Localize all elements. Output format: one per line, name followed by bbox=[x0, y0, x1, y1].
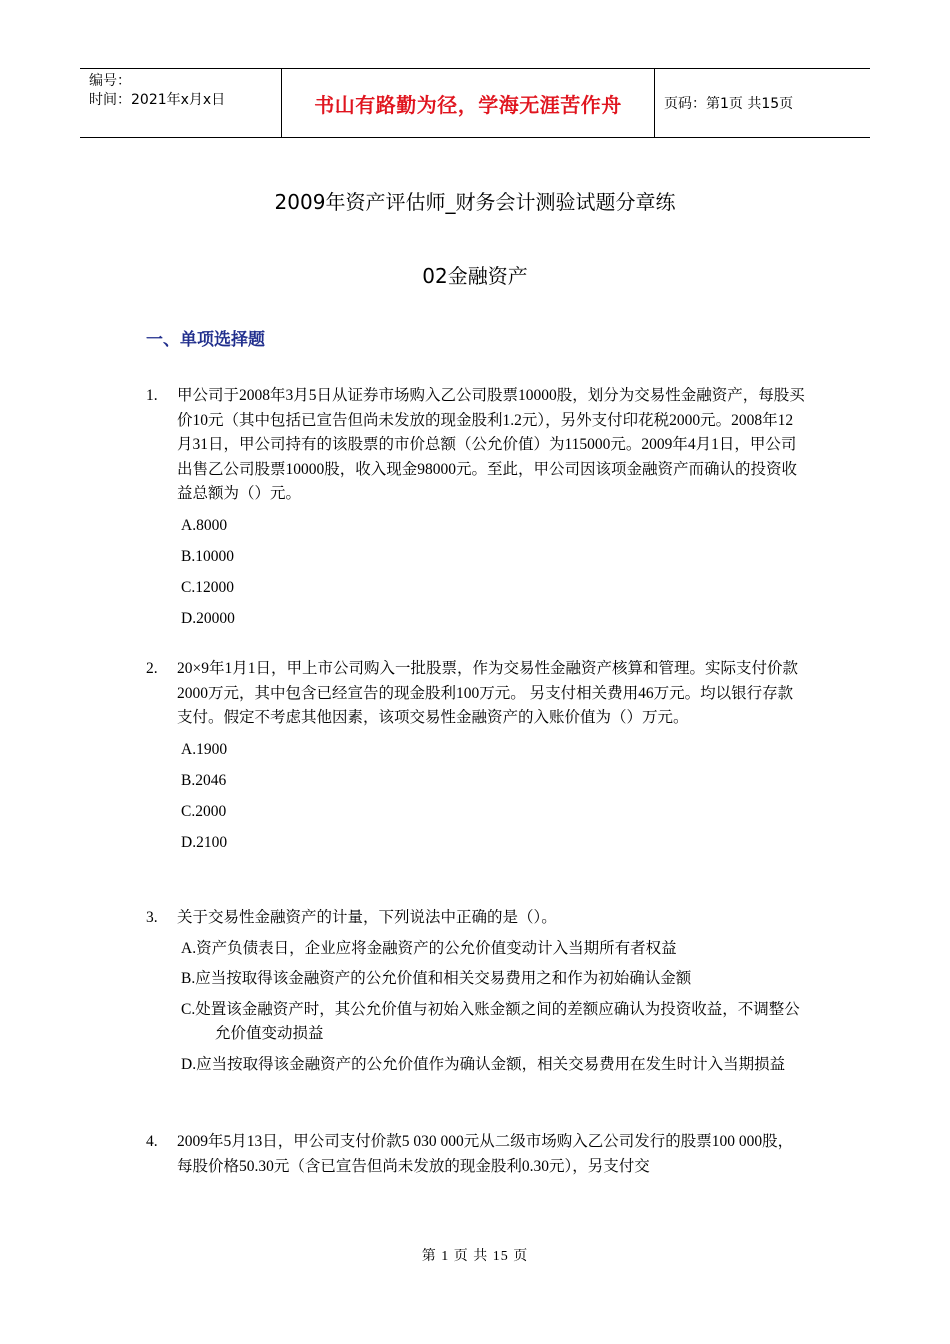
document-title: 2009年资产评估师_财务会计测验试题分章练 bbox=[274, 190, 676, 214]
question-stem: 甲公司于2008年3月5日从证券市场购入乙公司股票10000股，划分为交易性金融资产，每股买价10元（其中包括已宣告但尚未发放的现金股利1.2元），另外支付印花税2000元。2008年12月31日，甲公司持有的该股票的市价总额（公允价值）为115000元。2009年4月1日，甲公司出售乙公司股票10000股，收入现金98000元。至此，甲公司因该项金融资产而确认的投资收益总额为（）元。 bbox=[177, 387, 805, 502]
option-c: C.12000 bbox=[181, 578, 234, 596]
header-table bbox=[80, 68, 870, 138]
options-list bbox=[146, 510, 806, 634]
header-page-info: 页码：第1页 共15页 bbox=[664, 96, 794, 112]
option-c: C.处置该金融资产时，其公允价值与初始入账金额之间的差额应确认为投资收益，不调整公允价值变动损益 bbox=[181, 1000, 800, 1042]
document-subtitle: 02金融资产 bbox=[422, 264, 528, 288]
option-a: A.1900 bbox=[181, 740, 228, 758]
option-d: D.20000 bbox=[181, 609, 235, 627]
option-a: A.8000 bbox=[181, 516, 228, 534]
options-list bbox=[146, 734, 806, 858]
motto-text: 书山有路勤为径，学海无涯苦作舟 bbox=[314, 92, 622, 117]
time-label: 时间：2021年x月x日 bbox=[89, 92, 226, 108]
option-b: B.应当按取得该金融资产的公允价值和相关交易费用之和作为初始确认金额 bbox=[181, 970, 692, 987]
question-4 bbox=[146, 1130, 806, 1179]
header-meta-cell bbox=[80, 69, 282, 137]
question-stem: 20×9年1月1日，甲上市公司购入一批股票，作为交易性金融资产核算和管理。实际支付价款2000万元，其中包含已经宣告的现金股利100万元。 另支付相关费用46万元。均以银行存款支付。假定不考虑其他因素，该项交易性金融资产的入账价值为（）万元。 bbox=[177, 660, 798, 726]
option-a: A.资产负债表日，企业应将金融资产的公允价值变动计入当期所有者权益 bbox=[181, 939, 677, 957]
option-b: B.2046 bbox=[181, 771, 227, 789]
question-number: 1. bbox=[146, 387, 158, 404]
question-number: 3. bbox=[146, 909, 158, 926]
section-heading: 一、单项选择题 bbox=[146, 330, 265, 350]
option-d: D.2100 bbox=[181, 833, 228, 851]
question-2 bbox=[146, 657, 806, 858]
option-b: B.10000 bbox=[181, 547, 234, 565]
question-number: 2. bbox=[146, 660, 158, 677]
question-1 bbox=[146, 384, 806, 634]
header-motto-cell bbox=[282, 69, 655, 137]
question-number: 4. bbox=[146, 1133, 158, 1150]
page-footer: 第 1 页 共 15 页 bbox=[421, 1249, 529, 1264]
option-d: D.应当按取得该金融资产的公允价值作为确认金额，相关交易费用在发生时计入当期损益 bbox=[181, 1055, 786, 1073]
question-3 bbox=[146, 906, 806, 1077]
number-label: 编号： bbox=[89, 73, 131, 89]
option-c: C.2000 bbox=[181, 802, 227, 820]
question-stem: 关于交易性金融资产的计量，下列说法中正确的是（）。 bbox=[177, 909, 557, 926]
question-stem: 2009年5月13日，甲公司支付价款5 030 000元从二级市场购入乙公司发行的股票100 000股，每股价格50.30元（含已宣告但尚未发放的现金股利0.30元），另支付交 bbox=[177, 1133, 794, 1175]
options-list bbox=[146, 937, 806, 1078]
